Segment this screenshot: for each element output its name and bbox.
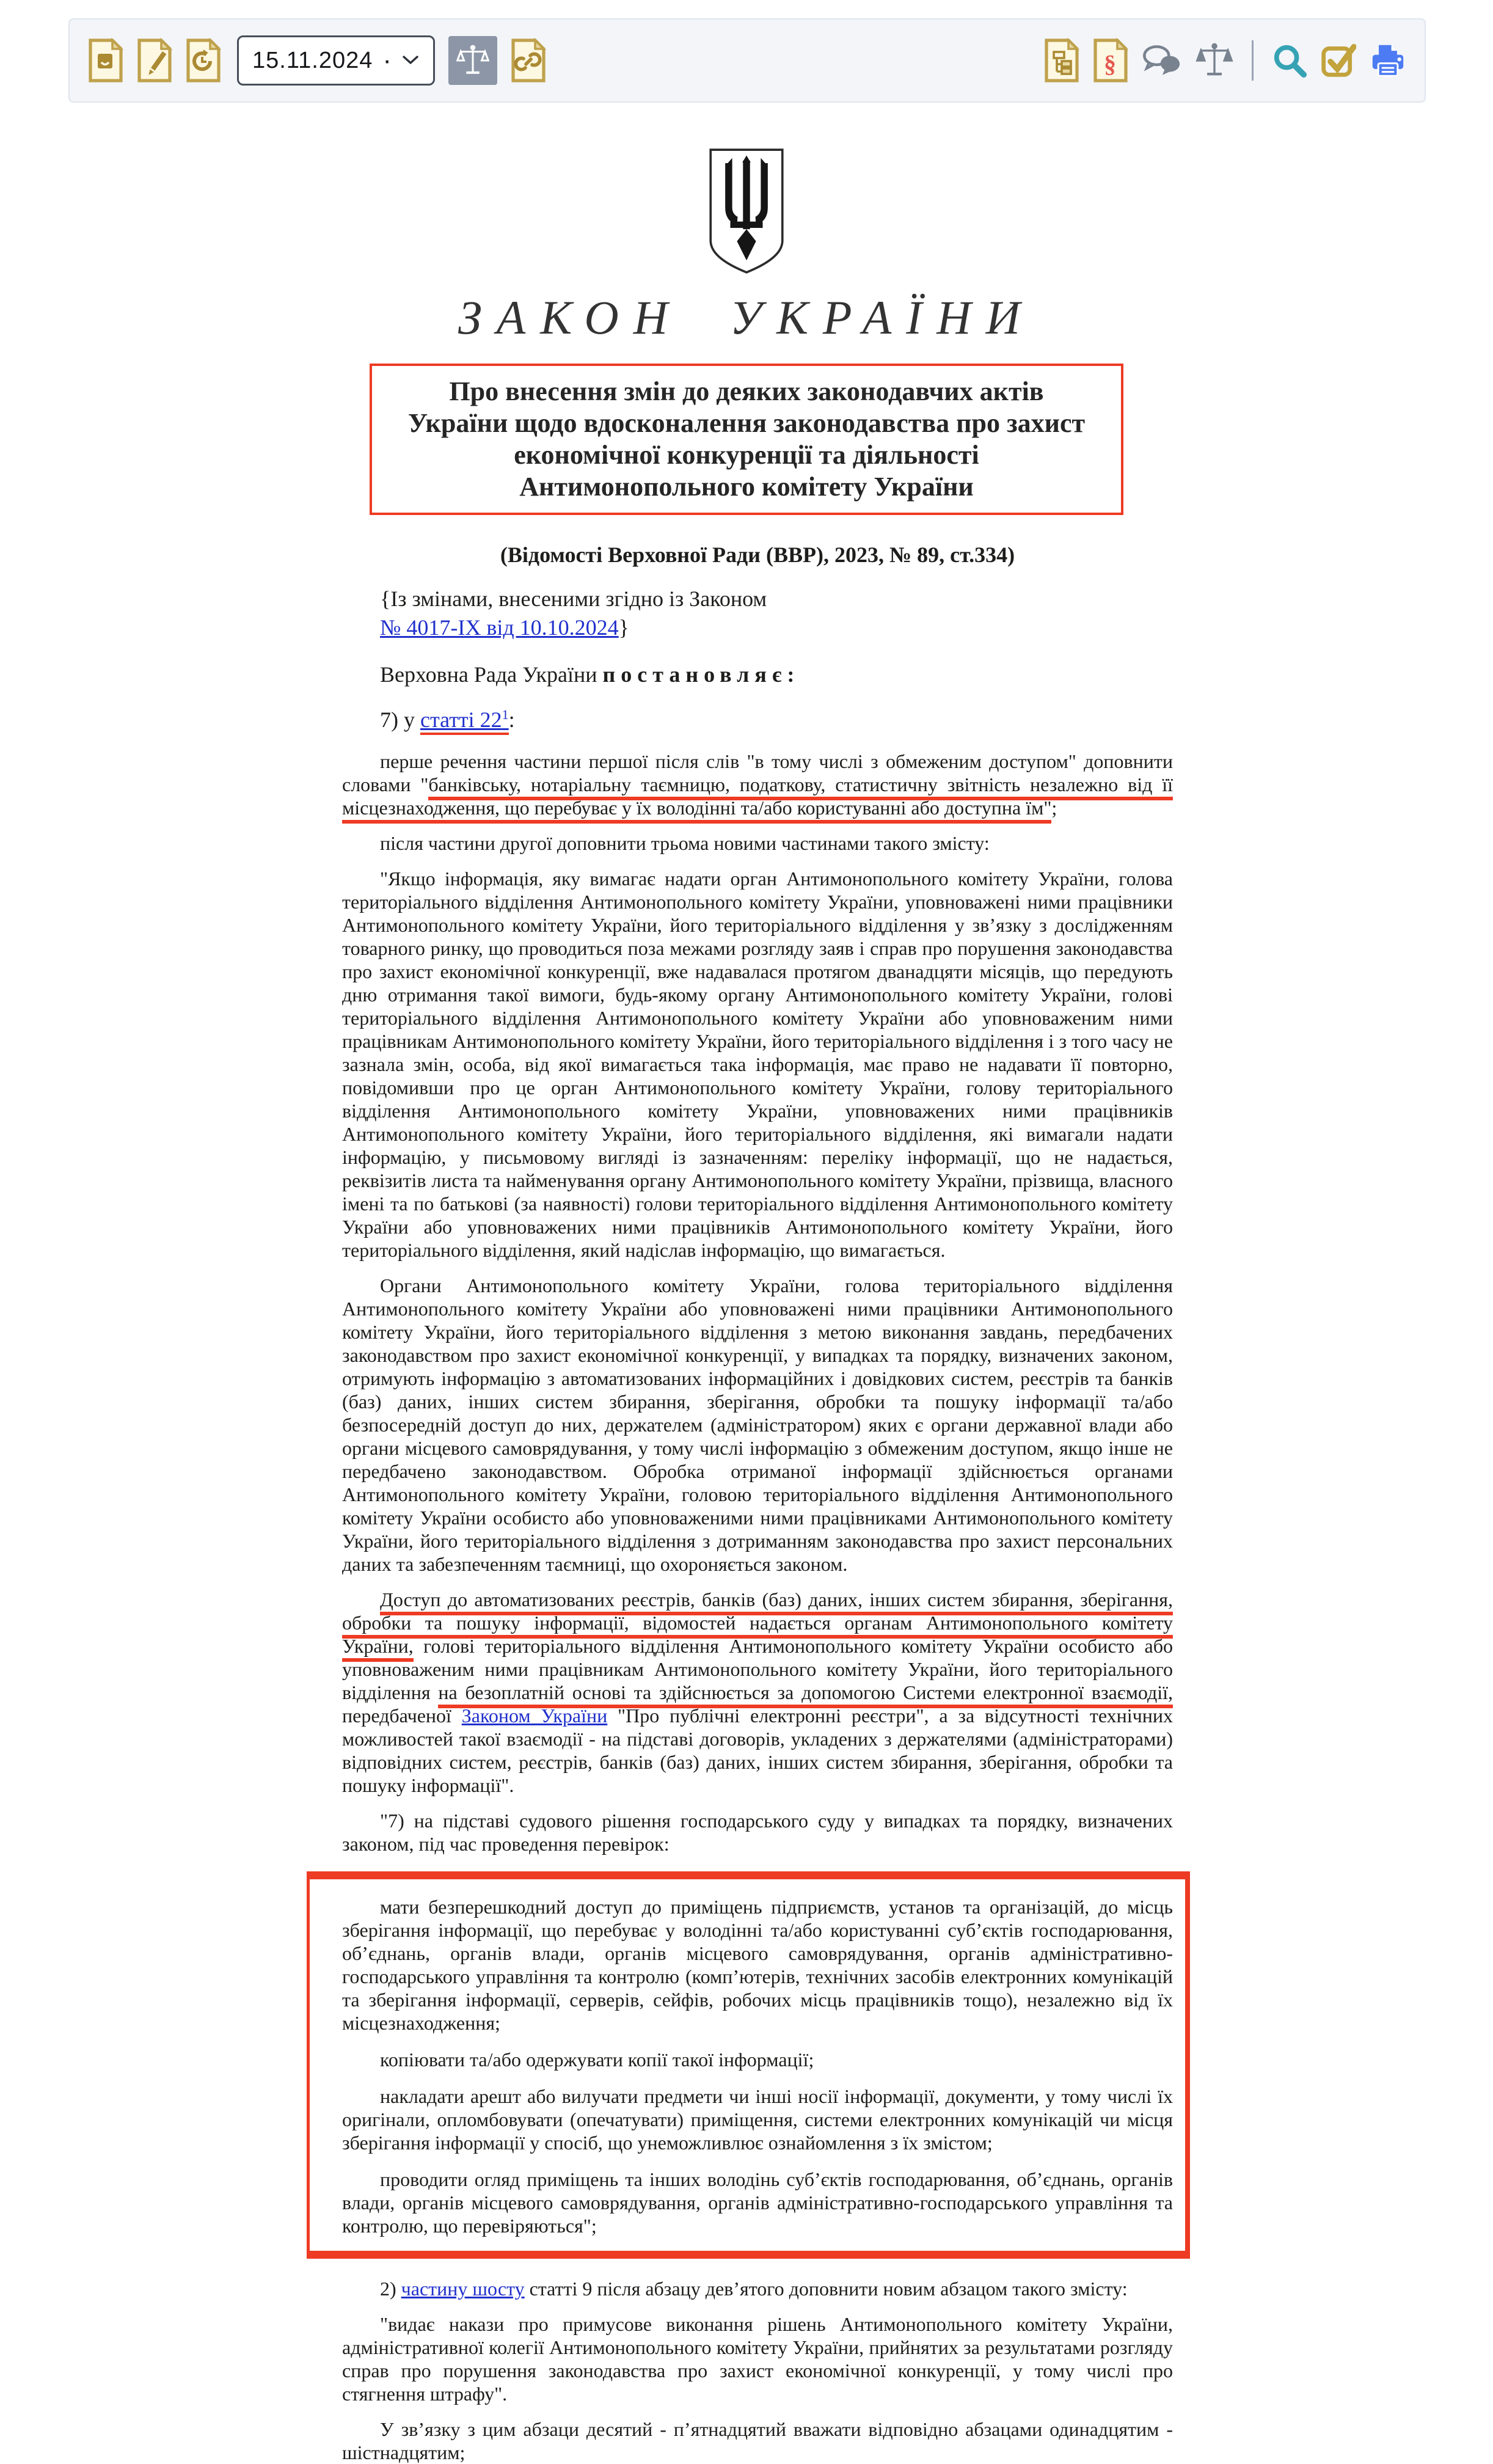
toolbar-divider bbox=[1252, 40, 1254, 81]
box-item-copy: копіювати та/або одержувати копії такої інформації; bbox=[380, 2049, 814, 2071]
item-2-line bbox=[342, 2277, 1173, 2300]
registry-access-mid-1: голові територіального відділення Антимонопольного комітету України особисто або уповноваженим ними працівникам Антимонопольного комітету України, його територіального відділення bbox=[342, 1635, 1173, 1703]
paragraph-info-repeat: "Якщо інформація, яку вимагає надати орган Антимонопольного комітету України, голова територіального відділення Антимонопольного комітету України, уповноважені ними працівники Антимонопольного комітету України, його територіального відділення у зв’язку з дослідженням товарного ринку, що проводиться поза межами розгляду заяв і справ про порушення законодавства про захист економічної конкуренції, вже надавалася протягом дванадцяти місяців, що передують дню отримання такої вимоги, будь-якому органу Антимонопольного комітету України, голові територіального відділення Антимонопольного комітету України або уповноваженим ними працівникам Антимонопольного комітету України, його територіального відділення і з того часу не зазнала змін, особа, від якої вимагається така інформація, має право не надавати її повторно, повідомивши про це орган Антимонопольного комітету України, голову територіального відділення Антимонопольного комітету України, уповноважених ними працівників Антимонопольного комітету України, його територіального відділення, які вимагали надати інформацію, у письмовому вигляді із зазначенням: переліку інформації, що не надається, реквізитів листа та найменування органу Антимонопольного комітету України, прізвища, власного імені та по батькові (за наявності) голови територіального відділення Антимонопольного комітету України або уповноважених ними працівників Антимонопольного комітету України, його територіального відділення, який надіслав інформацію, що вимагається. bbox=[342, 868, 1173, 1261]
scales-active-icon bbox=[456, 45, 490, 76]
doc-card-icon[interactable] bbox=[88, 38, 123, 83]
enacting-pre: Верховна Рада України bbox=[380, 662, 603, 687]
article-22-1-sup: 1 bbox=[502, 707, 509, 722]
law-title: Про внесення змін до деяких законодавчих актів України щодо вдосконалення законодавства про захист економічної конкуренції та діяльності Антимонопольного комітету України bbox=[407, 376, 1086, 502]
svg-text:§: § bbox=[1104, 50, 1116, 78]
part-six-link[interactable]: частину шосту bbox=[401, 2278, 525, 2300]
chevron-down-icon bbox=[401, 54, 420, 67]
highlighted-amendment-box bbox=[307, 1871, 1190, 2259]
comments-icon[interactable] bbox=[1142, 44, 1182, 77]
revision-date-select[interactable]: 15.11.2024 · bbox=[237, 35, 435, 86]
scales-icon[interactable] bbox=[1195, 43, 1233, 78]
doc-structure-icon[interactable] bbox=[1044, 38, 1079, 83]
vvr-reference: (Відомості Верховної Ради (ВВР), 2023, № 89, ст.334) bbox=[500, 543, 1015, 567]
amendments-note-close: } bbox=[618, 615, 629, 640]
doc-history-icon[interactable] bbox=[186, 38, 221, 83]
paragraph-renumber: У зв’язку з цим абзаци десятий - п’ятнадцятий вважати відповідно абзацами одинадцятим - шістнадцятим; bbox=[342, 2418, 1173, 2463]
toolbar-center-group bbox=[237, 35, 546, 86]
trident-emblem bbox=[707, 148, 786, 278]
law-of-ukraine-link[interactable]: Законом України bbox=[461, 1705, 608, 1727]
registry-access-underlined-2: на безоплатній основі та здійснюється за допомогою Системи електронної взаємодії, bbox=[438, 1681, 1173, 1708]
document-page bbox=[0, 103, 1493, 2464]
box-item-arrest: накладати арешт або вилучати предмети чи інші носії інформації, документи, у тому числі їх оригінали, опломбовувати (опечатувати) приміщення, системи електронних комунікацій чи місця зберігання інформації у спосіб, що унеможливлює ознайомлення з їх змістом; bbox=[342, 2085, 1173, 2154]
registry-access-underlined-1: Доступ до автоматизованих реєстрів, банків (баз) даних, інших систем збирання, зберігання, обробки та пошуку інформації, відомостей надається органам Антимонопольного комітету України, bbox=[342, 1588, 1173, 1662]
paragraph-registry-access bbox=[342, 1588, 1173, 1797]
registry-access-tail: "Про публічні електронні реєстри", а за відсутності технічних можливостей такої взаємодії - на підставі договорів, укладених з держателями (адміністраторами) відповідних систем, реєстрів, банків (баз) даних, інших систем збирання, зберігання, обробки та пошуку інформації". bbox=[342, 1705, 1174, 1796]
enacting-verb: постановляє: bbox=[602, 662, 800, 687]
enacting-line bbox=[342, 662, 1173, 687]
tasks-icon[interactable] bbox=[1321, 43, 1356, 78]
paragraph-bodies-access: Органи Антимонопольного комітету України, голова територіального відділення Антимонопольного комітету України або уповноважені ними працівники Антимонопольного комітету України, його територіального відділення з метою виконання завдань, передбачених законодавством про захист економічної конкуренції, у випадках та порядку, визначених законом, отримують інформацію з автоматизованих інформаційних і довідкових систем, реєстрів та банків (баз) даних, інших систем збирання, зберігання, обробки та пошуку інформації та/або безпосередній доступ до них, держателем (адміністратором) яких є органи державної влади або органи місцевого самоврядування, у тому числі інформацію з обмеженим доступом, якщо інше не передбачено законодавством. Обробка отриманої інформації здійснюється органами Антимонопольного комітету України, головою територіального відділення Антимонопольного комітету України особисто або уповноваженими ними працівниками Антимонопольного комітету України, його територіального відділення з дотриманням законодавства про захист персональних даних та забезпеченням таємниці, що охороняється законом. bbox=[342, 1274, 1173, 1575]
item-7-number: 7) у bbox=[380, 707, 420, 732]
paragraph-first-post: ; bbox=[1051, 797, 1057, 819]
toolbar-right-group bbox=[1044, 38, 1406, 83]
doc-link-icon[interactable] bbox=[511, 38, 546, 83]
document-content bbox=[342, 542, 1173, 2464]
doc-paragraph-icon[interactable] bbox=[1093, 38, 1128, 83]
box-item-access: мати безперешкодний доступ до приміщень підприємств, установ та організацій, до місць зберігання інформації, що перебуває у володінні та/або користуванні суб’єктів господарювання, об’єднань, органів влади, органів місцевого самоврядування, органів адміністративно-господарського управління та контролю (комп’ютерів, технічних засобів електронних комунікацій та зберігання інформації, серверів, сейфів, робочих місць працівників тощо), незалежно від їх місцезнаходження; bbox=[342, 1896, 1173, 2034]
print-icon[interactable] bbox=[1370, 43, 1406, 78]
article-22-1-link[interactable] bbox=[420, 707, 509, 735]
amendment-law-link[interactable]: № 4017-IX від 10.10.2024 bbox=[380, 615, 619, 640]
paragraph-first-sentence bbox=[342, 750, 1173, 819]
paragraph-first-pre: перше речення частини першої після слів "в тому числі з обмеженим доступом" доповнити словами " bbox=[342, 750, 1173, 795]
paragraph-orders: "видає накази про примусове виконання рішень Антимонопольного комітету України, адміністративної колегії Антимонопольного комітету України, прийнятих за результатами розгляду справ про порушення законодавства про захист економічної конкуренції, у тому числі про стягнення штрафу". bbox=[342, 2313, 1173, 2405]
doc-edit-icon[interactable] bbox=[137, 38, 172, 83]
registry-access-mid-2: передбаченої bbox=[342, 1705, 462, 1727]
search-icon[interactable] bbox=[1272, 43, 1307, 78]
law-title-box bbox=[370, 364, 1123, 515]
scales-toggle-button[interactable] bbox=[448, 36, 497, 85]
paragraph-first-underlined: банківську, нотаріальну таємницю, податкову, статистичну звітність незалежно від її місцезнаходження, що перебуває у їх володінні та/або користуванні або доступна їм" bbox=[342, 773, 1173, 824]
amendments-note-text: {Із змінами, внесеними згідно із Законом bbox=[380, 587, 767, 611]
amendments-note bbox=[342, 585, 1173, 642]
law-type-heading: ЗАКОН УКРАЇНИ bbox=[458, 291, 1035, 344]
box-item-inspect: проводити огляд приміщень та інших володінь суб’єктів господарювання, об’єднань, органів влади, органів місцевого самоврядування, органів адміністративно-господарського управління та контролю, що перевіряються"; bbox=[342, 2168, 1173, 2237]
paragraph-after-part2: після частини другої доповнити трьома новими частинами такого змісту: bbox=[380, 832, 990, 854]
item-7-colon: : bbox=[508, 707, 515, 732]
revision-date-value: 15.11.2024 bbox=[252, 47, 373, 73]
item-2-number: 2) bbox=[380, 2278, 401, 2300]
article-22-1-text: статті 22 bbox=[420, 707, 502, 732]
document-toolbar bbox=[68, 18, 1426, 103]
paragraph-court-decision: "7) на підставі судового рішення господарського суду у випадках та порядку, визначених законом, під час проведення перевірок: bbox=[342, 1810, 1173, 1855]
toolbar-left-group bbox=[88, 38, 221, 83]
item-7-line bbox=[342, 707, 1173, 733]
item-2-rest: статті 9 після абзацу дев’ятого доповнити новим абзацом такого змісту: bbox=[524, 2278, 1128, 2300]
